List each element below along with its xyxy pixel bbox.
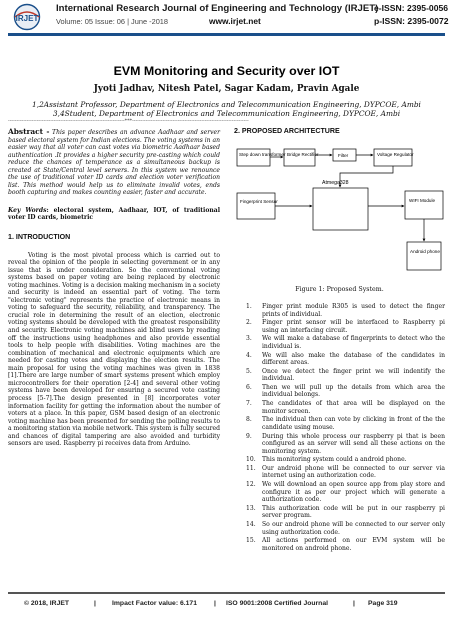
- step-text: So our android phone will be connected to our server only using authorization code.: [262, 520, 445, 536]
- label-regulator: Voltage Regulator: [377, 152, 414, 157]
- step-number: 15.: [246, 537, 256, 545]
- block-wifi-module: [405, 191, 443, 219]
- step-number: 11.: [246, 464, 256, 472]
- step-number: 2.: [246, 319, 252, 327]
- label-bridge: Bridge Rectifier: [287, 152, 319, 157]
- architecture-heading: 2. PROPOSED ARCHITECTURE: [234, 127, 340, 135]
- process-step: [236, 537, 445, 552]
- process-step: [236, 416, 445, 431]
- e-issn: e-ISSN: 2395-0056: [374, 3, 449, 13]
- footer-impact-factor: Impact Factor value: 6.171: [112, 600, 197, 607]
- abstract-label: Abstract -: [8, 127, 50, 136]
- affiliation-1: 1,2Assistant Professor, Department of Electronics and Telecommunication Engineering, DYPCOE, Ambi: [32, 100, 421, 109]
- step-text: Once we detect the finger print we will indentify the individual.: [262, 367, 445, 383]
- keywords: [8, 207, 220, 222]
- footer-page-number: Page 319: [368, 600, 398, 607]
- label-stepdown: Step down transformer: [239, 152, 286, 157]
- keywords-text: : electoral system, Aadhaar, IOT, of traditional voter ID cards, biometric: [8, 206, 220, 222]
- step-text: During this whole process our raspberry pi that is been configured as an server will send all these actions on the monitoring system.: [262, 432, 445, 455]
- svg-text:IRJET: IRJET: [15, 14, 39, 23]
- footer-separator: |: [214, 600, 216, 607]
- step-text: This monitoring system could a android phone.: [262, 456, 407, 464]
- step-number: 9.: [246, 432, 252, 440]
- step-number: 4.: [246, 351, 252, 359]
- p-issn: p-ISSN: 2395-0072: [374, 16, 449, 26]
- label-android: Android phone: [410, 249, 440, 254]
- step-text: We will download an open source app from play store and configure it as per our project which will generate a authorization code.: [262, 481, 445, 504]
- process-step: [236, 352, 445, 367]
- step-number: 10.: [246, 456, 256, 464]
- step-text: This authorization code will be put in our raspberry pi server program.: [262, 504, 445, 520]
- step-number: 12.: [246, 481, 256, 489]
- step-number: 1.: [246, 303, 252, 310]
- affiliation-2: 3,4Student, Department of Electronics and Telecommunication Engineering, DYPCOE, Ambi: [52, 109, 401, 118]
- step-number: 8.: [246, 416, 252, 424]
- process-step: [236, 521, 445, 536]
- process-step: [236, 303, 445, 318]
- journal-title: International Research Journal of Engineering and Technology (IRJET): [56, 3, 379, 14]
- process-step: [236, 465, 445, 480]
- abstract-text: This paper describes an advance Aadhaar and server based electoral system for Indian elections. The voting systems in an easier way that all voter can cast votes via biometric Aadhaar based authentication .It provides a higher security pre-casting which could reduce the chances of temperance as a simultaneous backup is created at State/Central level servers. In this system we renounce the use of traditional voter ID cards and election voter verification list. This method would help us to eliminate invalid votes, ends booth capturing and makes counting easier, faster and accurate.: [8, 129, 221, 197]
- process-step: [236, 335, 445, 350]
- footer-divider: [8, 592, 445, 594]
- footer-separator: |: [94, 600, 96, 607]
- keywords-label: Key Words: [8, 206, 47, 214]
- step-text: Our android phone will be connected to our server via internet using an authorization code.: [262, 464, 445, 480]
- block-fingerprint-sensor: [237, 193, 275, 219]
- footer-separator: |: [353, 600, 355, 607]
- intro-heading: 1. INTRODUCTION: [8, 233, 71, 242]
- figure-caption: Figure 1: Proposed System.: [295, 286, 384, 293]
- label-fingerprint: Fingerprint Sensor: [240, 199, 278, 204]
- footer-iso: ISO 9001:2008 Certified Journal: [226, 600, 328, 607]
- step-number: 7.: [246, 400, 252, 408]
- process-step: [236, 505, 445, 520]
- process-step: [236, 400, 445, 415]
- architecture-diagram: [236, 147, 445, 272]
- right-column: [234, 128, 445, 136]
- volume-issue: Volume: 05 Issue: 06 | June -2018: [56, 17, 169, 26]
- paper-authors: Jyoti Jadhav, Nitesh Patel, Sagar Kadam, Pravin Agale: [93, 84, 360, 94]
- label-wifi: WIFI Module: [409, 198, 436, 203]
- label-atmega: Atmega328: [322, 180, 349, 186]
- step-text: We will make a database of fingerprints to detect who the individual is.: [262, 335, 445, 350]
- step-number: 5.: [246, 367, 252, 375]
- left-column: [8, 128, 220, 448]
- step-number: 6.: [246, 383, 252, 391]
- step-number: 14.: [246, 520, 256, 528]
- step-text: We will also make the database of the candidates in different areas.: [262, 351, 445, 367]
- journal-header: [0, 0, 453, 44]
- header-divider: [8, 33, 445, 36]
- journal-website-link[interactable]: www.irjet.net: [209, 16, 261, 26]
- process-step: [236, 319, 445, 334]
- process-step: [236, 384, 445, 399]
- step-text: All actions performed on our EVM system will be monitored on android phone.: [262, 537, 445, 552]
- section-separator: ---------------------------------------------------------------------***---------------------------------------------------------------------: [8, 118, 249, 124]
- paper-title: EVM Monitoring and Security over IOT: [113, 64, 340, 78]
- step-text: The candidates of that area will be displayed on the monitor screen.: [262, 400, 445, 415]
- step-text: Finger print sensor will be interfaced to Raspberry pi using an interfacing circuit.: [262, 319, 445, 334]
- label-filter: Filter: [338, 153, 349, 158]
- step-text: Then we will pull up the details from which area the individual belongs.: [262, 383, 445, 399]
- abstract: [8, 128, 220, 197]
- step-text: Finger print module R305 is used to detect the finger prints of individual.: [262, 303, 445, 318]
- intro-text: Voting is the most pivotal process which is carried out to reveal the opinion of the people in selecting government or in any issue that is under consideration. So the conventional voting systems based on paper voting are being replaced by electronic voting machines. Voting is a decision making mechanism in a society and security is indeed an essential part of voting. The term "electronic voting" represents the practice of electronic means in voting to safeguard the security, reliability, and transparency. The crucial role in determining the result of an election, electronic voting systems should be developed with the greatest responsibility and security. Electronic voting machines aid blind users by reading off the instructions using headphones and also provide essential tools to help people with disabilities. Voting machines are the combination of mechanical and electronic equipments which are needed for casting votes and displaying the election results. The main proposal for using the voting machines was given in 1838 [1].There are large number of smart systems present which employ microcontrollers for their operation [2-4] and several other voting systems have been developed for ensuring a secured vote casting process [5-7].The design presented in [8] incorporates voter information facility for getting the information about the number of voters at a place. In this paper, GSM based design of an electronic voting machine has been presented for sending the polling results to a monitoring station via mobile network. This system is fully secured and chances of digital tampering are also avoided and turbidity sensors are used. Raspberry pi receives data from Arduino.: [8, 251, 220, 448]
- process-steps-list: [236, 303, 445, 553]
- block-atmega328: [313, 188, 368, 230]
- step-number: 13.: [246, 504, 256, 512]
- step-text: The individual then can vote by clicking in front of the the candidate using mouse.: [262, 416, 445, 431]
- footer-copyright: © 2018, IRJET: [24, 600, 70, 607]
- step-number: 3.: [246, 335, 252, 343]
- process-step: [236, 481, 445, 504]
- irjet-logo-icon: [8, 3, 46, 33]
- process-step: [236, 456, 445, 464]
- block-android-phone: [407, 242, 441, 270]
- process-step: [236, 433, 445, 456]
- process-step: [236, 368, 445, 383]
